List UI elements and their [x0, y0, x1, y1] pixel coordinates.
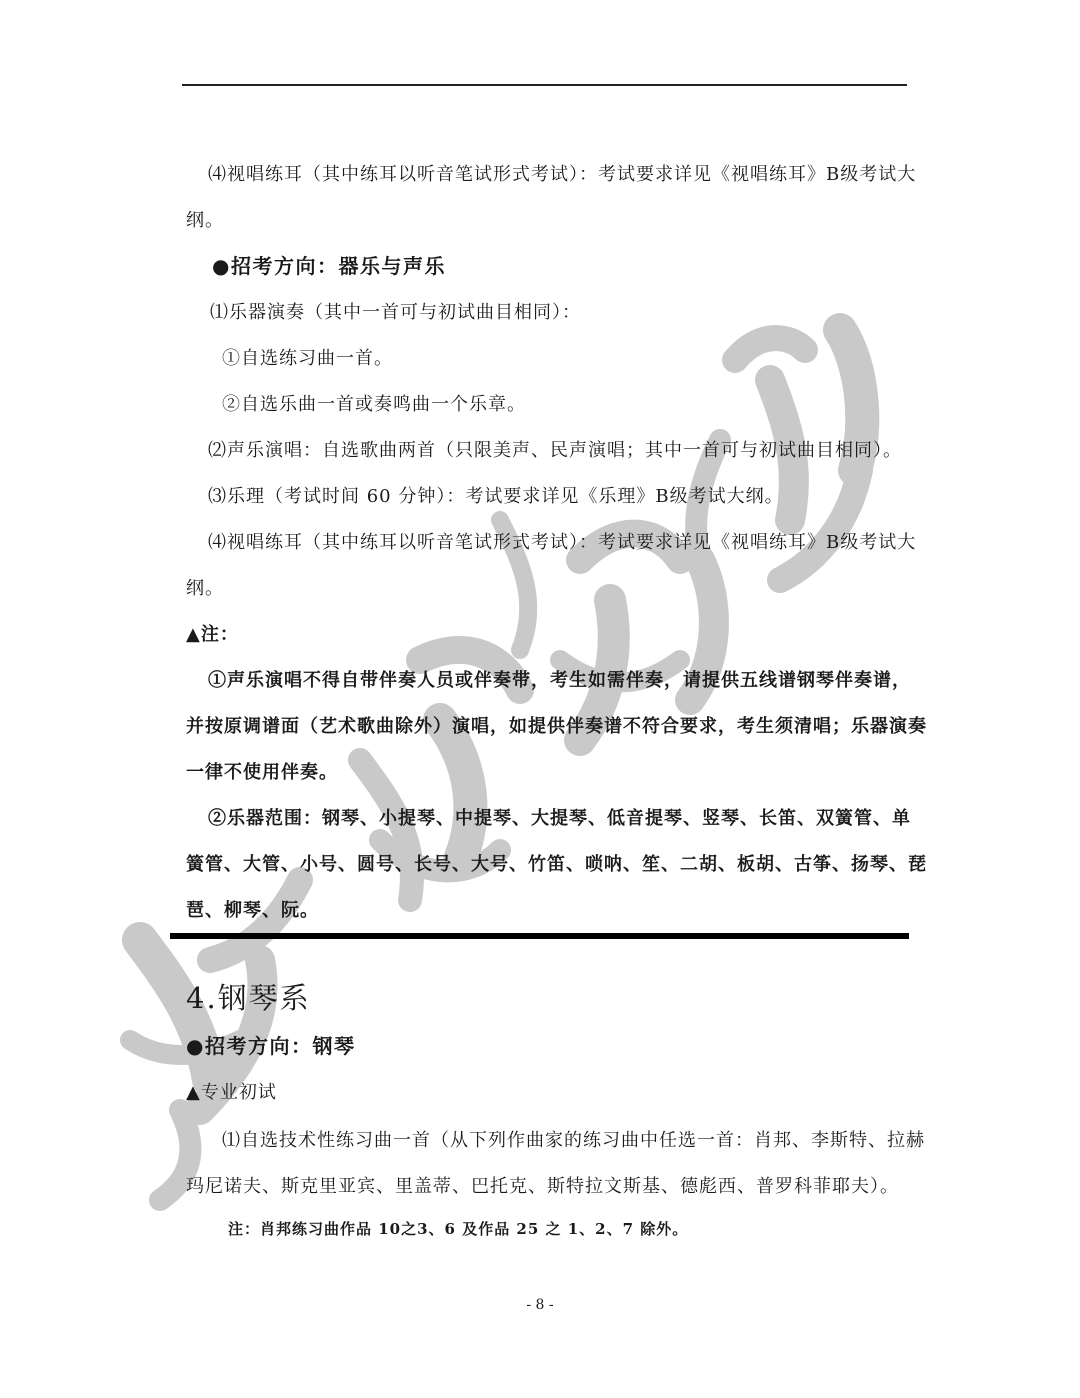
paragraph-line: ⑷视唱练耳（其中练耳以听音笔试形式考试）：考试要求详见《视唱练耳》B级考试大 [208, 532, 917, 553]
paragraph-line: ①自选练习曲一首。 [222, 348, 393, 369]
paragraph-line: ⑴乐器演奏（其中一首可与初试曲目相同）： [210, 302, 581, 323]
note-line: ②乐器范围：钢琴、小提琴、中提琴、大提琴、低音提琴、竖琴、长笛、双簧管、单 [208, 808, 911, 829]
header-rule [182, 84, 907, 86]
note-line: 并按原调谱面（艺术歌曲除外）演唱，如提供伴奏谱不符合要求，考生须清唱；乐器演奏 [186, 716, 927, 737]
note-line: 簧管、大管、小号、圆号、长号、大号、竹笛、唢呐、笙、二胡、板胡、古筝、扬琴、琵 [186, 854, 927, 875]
paragraph-line: ⑵声乐演唱：自选歌曲两首（只限美声、民声演唱；其中一首可与初试曲目相同）。 [208, 440, 902, 461]
paragraph-line: 纲。 [186, 210, 224, 231]
paragraph-line: 玛尼诺夫、斯克里亚宾、里盖蒂、巴托克、斯特拉文斯基、德彪西、普罗科菲耶夫）。 [186, 1176, 899, 1197]
page-number: - 8 - [526, 1297, 554, 1313]
section-divider [170, 933, 909, 939]
note-line: ①声乐演唱不得自带伴奏人员或伴奏带，考生如需伴奏，请提供五线谱钢琴伴奏谱， [208, 670, 911, 691]
subsection-label: ▲专业初试 [186, 1082, 277, 1103]
paragraph-line: ⑴自选技术性练习曲一首（从下列作曲家的练习曲中任选一首：肖邦、李斯特、拉赫 [222, 1130, 925, 1151]
section-title: 4.钢琴系 [186, 981, 311, 1015]
note-line: 琶、柳琴、阮。 [186, 900, 319, 921]
paragraph-line: ②自选乐曲一首或奏鸣曲一个乐章。 [222, 394, 526, 415]
paragraph-line: ⑷视唱练耳（其中练耳以听音笔试形式考试）：考试要求详见《视唱练耳》B级考试大 [208, 164, 917, 185]
paragraph-line: 纲。 [186, 578, 224, 599]
note-label: ▲注： [186, 624, 239, 645]
footnote: 注：肖邦练习曲作品 10之3、6 及作品 25 之 1、2、7 除外。 [228, 1220, 689, 1238]
note-line: 一律不使用伴奏。 [186, 762, 338, 783]
paragraph-line: ⑶乐理（考试时间 60 分钟）：考试要求详见《乐理》B级考试大纲。 [208, 486, 784, 507]
section-direction-heading: ●招考方向：器乐与声乐 [212, 254, 446, 278]
section-direction-heading: ●招考方向：钢琴 [186, 1034, 356, 1058]
